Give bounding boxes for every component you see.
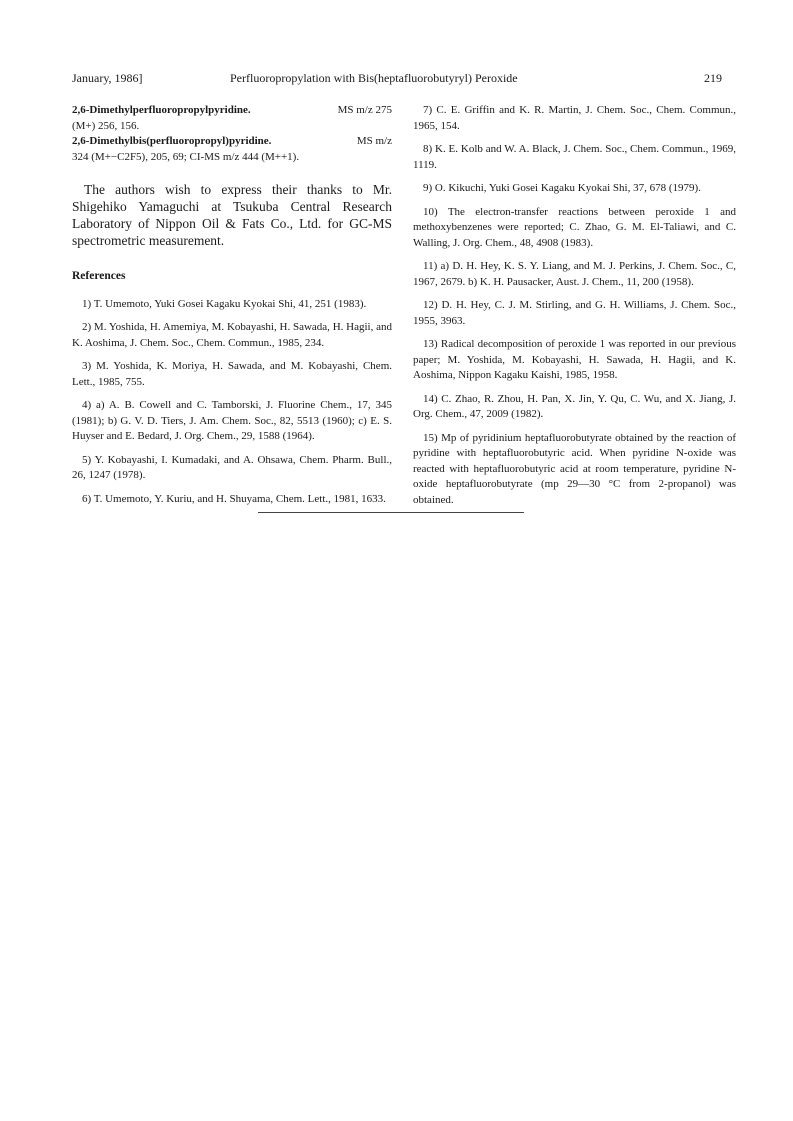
compound-2-ms: MS m/z	[356, 135, 392, 147]
header-running-title: Perfluoropropylation with Bis(heptafluorobutyryl) Peroxide	[230, 71, 518, 85]
reference-6: 6) T. Umemoto, Y. Kuriu, and H. Shuyama, Chem. Lett., 1981, 1633.	[82, 492, 386, 505]
reference-7: 7) C. E. Griffin and K. R. Martin, J. Chem. Soc., Chem. Commun., 1965, 154.	[413, 104, 736, 132]
compound-1-ms: MS m/z 275	[337, 104, 392, 116]
reference-2: 2) M. Yoshida, H. Amemiya, M. Kobayashi, H. Sawada, H. Hagii, and K. Aoshima, J. Chem. Soc., Chem. Commun., 1985, 234.	[72, 321, 392, 349]
compound-2	[72, 134, 392, 165]
reference-15: 15) Mp of pyridinium heptafluorobutyrate obtained by the reaction of pyridine with heptafluorobutyric acid. When pyridine N-oxide was reacted with heptafluorobutyric acid at room temperature, pyridine N-oxide heptafluorobutyrate (mp 29—30 °C from 2-propanol) was obtained.	[413, 431, 736, 506]
reference-13: 13) Radical decomposition of peroxide 1 was reported in our previous paper; M. Yoshida, M. Kobayashi, H. Sawada, H. Hagii, and K. Aoshima, Nippon Kagaku Kaishi, 1985, 1958.	[413, 338, 736, 381]
reference-11: 11) a) D. H. Hey, K. S. Y. Liang, and M. J. Perkins, J. Chem. Soc., C, 1967, 2679. b) K. H. Pausacker, Aust. J. Chem., 11, 200 (1958).	[413, 260, 736, 288]
reference-3: 3) M. Yoshida, K. Moriya, H. Sawada, and M. Kobayashi, Chem. Lett., 1985, 755.	[72, 360, 392, 388]
reference-9: 9) O. Kikuchi, Yuki Gosei Kagaku Kyokai Shi, 37, 678 (1979).	[423, 182, 701, 194]
right-column	[413, 103, 736, 516]
reference-5: 5) Y. Kobayashi, I. Kumadaki, and A. Ohsawa, Chem. Pharm. Bull., 26, 1247 (1978).	[72, 453, 392, 481]
reference-1: 1) T. Umemoto, Yuki Gosei Kagaku Kyokai Shi, 41, 251 (1983).	[82, 297, 367, 310]
compound-1-name: 2,6-Dimethylperfluoropropylpyridine.	[72, 104, 251, 116]
page-header	[72, 71, 722, 89]
left-column	[72, 103, 392, 515]
compound-2-data: 324 (M+−C2F5), 205, 69; CI-MS m/z 444 (M++1).	[72, 150, 300, 163]
reference-10: 10) The electron-transfer reactions between peroxide 1 and methoxybenzenes were reported; C. Zhao, G. M. El-Taliawi, and C. Walling, J. Org. Chem., 48, 4908 (1983).	[413, 205, 736, 249]
end-rule	[258, 512, 524, 513]
compound-1	[72, 103, 392, 134]
compound-1-data: (M+) 256, 156.	[72, 119, 140, 132]
reference-14: 14) C. Zhao, R. Zhou, H. Pan, X. Jin, Y. Qu, C. Wu, and X. Jiang, J. Org. Chem., 47, 2009 (1982).	[413, 392, 736, 420]
header-date: January, 1986]	[72, 71, 143, 85]
reference-8: 8) K. E. Kolb and W. A. Black, J. Chem. Soc., Chem. Commun., 1969, 1119.	[413, 143, 736, 171]
acknowledgement: The authors wish to express their thanks to Mr. Shigehiko Yamaguchi at Tsukuba Central Research Laboratory of Nippon Oil & Fats Co., Ltd. for GC-MS spectrometric measurement.	[72, 182, 392, 248]
page-number: 219	[704, 71, 722, 85]
references-heading: References	[72, 270, 126, 282]
reference-12: 12) D. H. Hey, C. J. M. Stirling, and G. H. Williams, J. Chem. Soc., 1955, 3963.	[413, 299, 736, 327]
compound-2-name: 2,6-Dimethylbis(perfluoropropyl)pyridine.	[72, 135, 272, 147]
reference-4: 4) a) A. B. Cowell and C. Tamborski, J. Fluorine Chem., 17, 345 (1981); b) G. V. D. Tiers, J. Am. Chem. Soc., 82, 5513 (1960); c) E. S. Huyser and E. Bedard, J. Org. Chem., 29, 1588 (1964).	[72, 399, 392, 442]
